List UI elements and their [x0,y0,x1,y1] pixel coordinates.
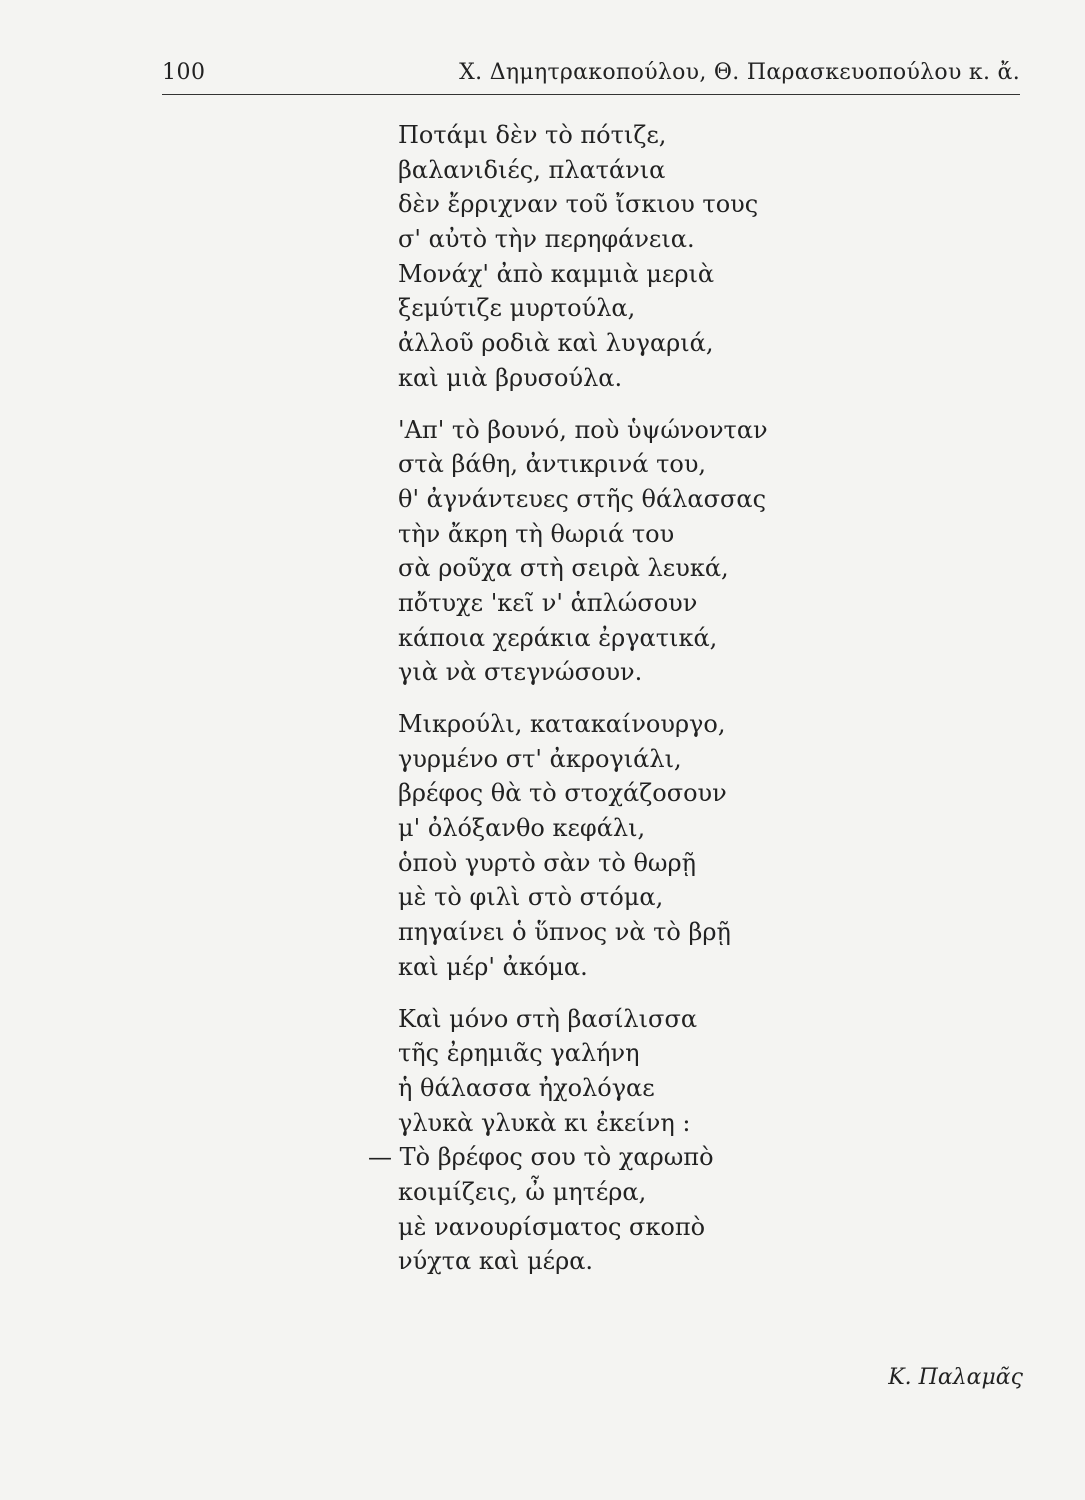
verse-line: πὄτυχε 'κεῖ ν' ἁπλώσουν [398,588,698,617]
verse-line: στὰ βάθη, ἀντικρινά του, [398,450,707,479]
stanza-3 [398,707,918,985]
verse-line: ξεμύτιζε μυρτούλα, [398,294,636,323]
verse-line: σὰ ροῦχα στὴ σειρὰ λευκά, [398,554,729,583]
verse-line: γιὰ νὰ στεγνώσουν. [398,658,643,687]
verse-line: μὲ τὸ φιλὶ στὸ στόμα, [398,883,664,912]
page-header [162,58,1020,95]
verse-line: σ' αὐτὸ τὴν περηφάνεια. [398,225,695,254]
verse-line: νύχτα καὶ μέρα. [398,1247,594,1276]
verse-line: γλυκὰ γλυκὰ κι ἐκείνη : [398,1108,691,1137]
verse-line: θ' ἀγνάντευες στῆς θάλασσας [398,484,767,513]
verse-line: καὶ μιὰ βρυσούλα. [398,363,623,392]
verse-line: βρέφος θὰ τὸ στοχάζοσουν [398,779,727,808]
verse-line: — Τὸ βρέφος σου τὸ χαρωπὸ [368,1143,714,1172]
verse-line: ἡ θάλασσα ἠχολόγαε [398,1073,655,1102]
verse-line: κοιμίζεις, ὦ μητέρα, [398,1177,647,1206]
verse-line: Μονάχ' ἀπὸ καμμιὰ μεριὰ [398,259,715,288]
stanza-2 [398,413,918,691]
verse-line: τὴν ἄκρη τὴ θωριά του [398,519,675,548]
verse-line: καὶ μέρ' ἀκόμα. [398,952,588,981]
verse-line: Καὶ μόνο στὴ βασίλισσα [398,1004,698,1033]
stanza-4 [368,1002,918,1280]
author-signature: Κ. Παλαμᾶς [888,1365,1023,1390]
page-number: 100 [162,60,206,85]
verse-line: 'Απ' τὸ βουνό, ποὺ ὑψώνονταν [398,415,768,444]
stanza-1 [398,118,918,396]
verse-line: Ποτάμι δὲν τὸ πότιζε, [398,121,667,149]
verse-line: ἀλλοῦ ροδιὰ καὶ λυγαριά, [398,329,714,358]
verse-line: τῆς ἐρημιᾶς γαλήνη [398,1039,640,1068]
verse-line: μὲ νανουρίσματος σκοπὸ [398,1212,706,1241]
verse-line: βαλανιδιές, πλατάνια [398,155,666,184]
verse-line: γυρμένο στ' ἀκρογιάλι, [398,744,682,773]
verse-line: κάποια χεράκια ἐργατικά, [398,623,718,652]
verse-line: πηγαίνει ὁ ὕπνος νὰ τὸ βρῇ [398,918,731,947]
verse-line: ὁποὺ γυρτὸ σὰν τὸ θωρῇ [398,848,696,877]
running-title: Χ. Δημητρακοπούλου, Θ. Παρασκευοπούλου κ. ἄ. [459,60,1020,85]
verse-line: Μικρούλι, κατακαίνουργο, [398,710,726,738]
verse-line: δὲν ἔρριχναν τοῦ ἴσκιου τους [398,190,759,219]
verse-line: μ' ὀλόξανθο κεφάλι, [398,814,646,843]
poem [368,118,918,1296]
